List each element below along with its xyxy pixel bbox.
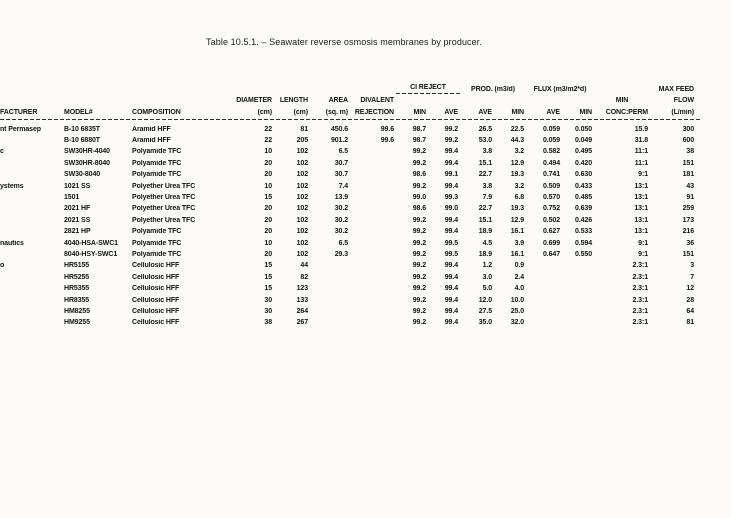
cell-len: 205 [296, 137, 308, 145]
cell-dia: 20 [264, 216, 272, 224]
cell-conc: 2.3:1 [632, 307, 648, 315]
cell-model: B-10 6880T [64, 137, 100, 145]
cell-flux_ave: 0.059 [542, 125, 560, 133]
cell-conc: 13:1 [634, 194, 648, 202]
cell-prod_min: 25.0 [510, 307, 524, 315]
header-length-units: (cm) [293, 109, 308, 117]
cell-ci_ave: 99.5 [444, 239, 458, 247]
cell-area: 6.5 [338, 239, 348, 247]
cell-model: 4040-HSA-SWC1 [64, 239, 118, 247]
cell-area: 30.7 [334, 171, 348, 179]
cell-comp: Polyamide TFC [132, 239, 182, 247]
cell-ci_ave: 99.3 [444, 194, 458, 202]
header-row-bottom [0, 105, 700, 117]
cell-prod_min: 44.3 [510, 137, 524, 145]
table-row [0, 281, 700, 292]
cell-flux_min: 0.630 [574, 171, 592, 179]
header-conc-perm: CONC:PERM [605, 109, 648, 117]
cell-flux_ave: 0.059 [542, 137, 560, 145]
cell-ci_min: 99.2 [412, 296, 426, 304]
cell-area: 7.4 [338, 182, 348, 190]
cell-mfr: ystems [0, 182, 24, 190]
cell-ci_min: 99.2 [412, 273, 426, 281]
header-min-conc-top: MIN [615, 97, 629, 105]
cell-prod_min: 3.2 [514, 148, 524, 156]
cell-flux_ave: 0.502 [542, 216, 560, 224]
cell-len: 102 [296, 205, 308, 213]
header-diameter-units: (cm) [257, 109, 272, 117]
header-manufacturer: FACTURER [0, 109, 38, 117]
header-flow: FLOW [673, 97, 694, 105]
cell-mfr: nt Permasep [0, 125, 41, 133]
cell-prod_ave: 3.0 [482, 273, 492, 281]
header-flux-min: MIN [579, 109, 592, 117]
cell-comp: Cellulosic HFF [132, 262, 180, 270]
header-ci-ave: AVE [444, 109, 458, 117]
cell-prod_min: 3.2 [514, 182, 524, 190]
cell-area: 450.6 [330, 125, 348, 133]
cell-prod_min: 32.0 [510, 319, 524, 327]
cell-len: 102 [296, 171, 308, 179]
cell-flow: 81 [686, 319, 694, 327]
header-row-mid [0, 94, 700, 105]
cell-conc: 9:1 [638, 171, 648, 179]
header-prod-min: MIN [511, 109, 524, 117]
cell-divrej: 99.6 [380, 125, 394, 133]
cell-ci_min: 98.6 [412, 205, 426, 213]
cell-area: 901.2 [330, 137, 348, 145]
cell-conc: 2.3:1 [632, 296, 648, 304]
cell-prod_min: 22.5 [510, 125, 524, 133]
cell-len: 102 [296, 194, 308, 202]
cell-prod_ave: 18.9 [478, 228, 492, 236]
cell-prod_ave: 4.5 [482, 239, 492, 247]
cell-ci_min: 99.2 [412, 239, 426, 247]
cell-flux_ave: 0.494 [542, 159, 560, 167]
cell-comp: Polyamide TFC [132, 171, 182, 179]
cell-dia: 15 [264, 262, 272, 270]
cell-comp: Polyether Urea TFC [132, 182, 196, 190]
header-max-feed: MAX FEED [658, 86, 694, 94]
table-row [0, 293, 700, 304]
cell-dia: 15 [264, 285, 272, 293]
cell-flow: 300 [682, 125, 694, 133]
header-area-units: (sq. m) [325, 109, 348, 117]
cell-ci_ave: 99.4 [444, 159, 458, 167]
cell-len: 123 [296, 285, 308, 293]
cell-ci_min: 99.2 [412, 251, 426, 258]
header-diameter: DIAMETER [236, 97, 272, 105]
cell-len: 102 [296, 159, 308, 167]
cell-len: 102 [296, 239, 308, 247]
cell-comp: Polyether Urea TFC [132, 205, 196, 213]
header-prod-group: PROD. (m3/d) [471, 86, 515, 94]
cell-ci_ave: 99.0 [444, 205, 458, 213]
cell-comp: Aramid HFF [132, 125, 171, 133]
cell-prod_ave: 27.5 [478, 307, 492, 315]
cell-ci_min: 99.0 [412, 194, 426, 202]
cell-comp: Cellulosic HFF [132, 285, 180, 293]
cell-mfr: o [0, 262, 5, 270]
cell-mfr: nautics [0, 239, 24, 247]
cell-prod_min: 2.4 [514, 273, 524, 281]
cell-prod_min: 19.3 [510, 171, 524, 179]
cell-comp: Polyamide TFC [132, 148, 182, 156]
cell-prod_min: 19.3 [510, 205, 524, 213]
header-prod-ave: AVE [478, 109, 492, 117]
cell-flow: 28 [686, 296, 694, 304]
cell-prod_ave: 26.5 [478, 125, 492, 133]
header-flux-ave: AVE [546, 109, 560, 117]
cell-ci_ave: 99.4 [444, 319, 458, 327]
cell-ci_min: 98.7 [412, 137, 426, 145]
table-row [0, 145, 700, 156]
cell-area: 13.9 [334, 194, 348, 202]
cell-flow: 3 [690, 262, 694, 270]
cell-prod_ave: 5.0 [482, 285, 492, 293]
header-rejection: REJECTION [354, 109, 394, 117]
cell-model: B-10 6835T [64, 125, 100, 133]
cell-len: 81 [300, 125, 308, 133]
cell-ci_min: 98.6 [412, 171, 426, 179]
cell-flux_ave: 0.509 [542, 182, 560, 190]
table-row [0, 270, 700, 281]
cell-prod_ave: 18.9 [478, 251, 492, 258]
cell-prod_ave: 53.0 [478, 137, 492, 145]
cell-flux_min: 0.050 [574, 125, 592, 133]
header-length: LENGTH [279, 97, 308, 105]
table-body [0, 122, 700, 327]
cell-conc: 11:1 [634, 159, 648, 167]
cell-flux_min: 0.594 [574, 239, 592, 247]
cell-flow: 64 [686, 307, 694, 315]
cell-model: HR5255 [64, 273, 90, 281]
cell-comp: Polyether Urea TFC [132, 194, 196, 202]
cell-ci_min: 99.2 [412, 262, 426, 270]
cell-ci_ave: 99.4 [444, 296, 458, 304]
cell-ci_ave: 99.4 [444, 262, 458, 270]
cell-prod_min: 10.0 [510, 296, 524, 304]
cell-ci_ave: 99.2 [444, 137, 458, 145]
cell-flow: 216 [682, 228, 694, 236]
cell-ci_ave: 99.4 [444, 307, 458, 315]
cell-model: HR5355 [64, 285, 90, 293]
cell-prod_ave: 22.7 [478, 205, 492, 213]
cell-ci_min: 99.2 [412, 216, 426, 224]
cell-conc: 9:1 [638, 239, 648, 247]
table-row [0, 213, 700, 224]
cell-conc: 2.3:1 [632, 285, 648, 293]
cell-len: 264 [296, 307, 308, 315]
cell-flow: 181 [682, 171, 694, 179]
table-row [0, 304, 700, 315]
header-row-groups [0, 83, 700, 94]
cell-ci_ave: 99.4 [444, 148, 458, 156]
cell-conc: 13:1 [634, 216, 648, 224]
cell-ci_ave: 99.4 [444, 285, 458, 293]
table-row [0, 156, 700, 167]
cell-comp: Cellulosic HFF [132, 296, 180, 304]
cell-area: 29.3 [334, 251, 348, 258]
cell-model: 8040-HSY-SWC1 [64, 251, 118, 258]
cell-flux_ave: 0.699 [542, 239, 560, 247]
cell-len: 82 [300, 273, 308, 281]
cell-prod_ave: 15.1 [478, 159, 492, 167]
cell-model: SW30-8040 [64, 171, 101, 179]
cell-dia: 20 [264, 228, 272, 236]
table-row [0, 122, 700, 133]
table-row [0, 179, 700, 190]
cell-conc: 31.8 [634, 137, 648, 145]
cell-prod_min: 3.9 [514, 239, 524, 247]
cell-ci_min: 99.2 [412, 148, 426, 156]
cell-prod_ave: 35.0 [478, 319, 492, 327]
cell-flux_min: 0.533 [574, 228, 592, 236]
cell-prod_ave: 12.0 [478, 296, 492, 304]
cell-model: 2021 HF [64, 205, 91, 213]
cell-flow: 259 [682, 205, 694, 213]
cell-len: 102 [296, 228, 308, 236]
cell-ci_ave: 99.4 [444, 228, 458, 236]
cell-dia: 30 [264, 296, 272, 304]
cell-ci_min: 99.2 [412, 159, 426, 167]
cell-flow: 151 [682, 251, 694, 258]
cell-ci_ave: 99.4 [444, 182, 458, 190]
header-ci-reject-group: CI REJECT [396, 84, 460, 94]
cell-flow: 36 [686, 239, 694, 247]
cell-model: HM8255 [64, 307, 90, 315]
cell-ci_ave: 99.5 [444, 251, 458, 258]
cell-prod_ave: 3.8 [482, 148, 492, 156]
cell-comp: Cellulosic HFF [132, 319, 180, 327]
cell-ci_min: 99.2 [412, 285, 426, 293]
cell-flow: 173 [682, 216, 694, 224]
cell-prod_min: 16.1 [510, 251, 524, 258]
cell-dia: 15 [264, 273, 272, 281]
cell-dia: 20 [264, 159, 272, 167]
cell-conc: 13:1 [634, 182, 648, 190]
cell-flow: 151 [682, 159, 694, 167]
cell-flux_ave: 0.752 [542, 205, 560, 213]
cell-flux_min: 0.485 [574, 194, 592, 202]
header-composition: COMPOSITION [132, 109, 181, 117]
cell-len: 102 [296, 182, 308, 190]
cell-area: 30.2 [334, 205, 348, 213]
cell-area: 30.2 [334, 216, 348, 224]
cell-conc: 13:1 [634, 205, 648, 213]
cell-divrej: 99.6 [380, 137, 394, 145]
cell-model: 1501 [64, 194, 80, 202]
cell-model: 2021 SS [64, 216, 91, 224]
cell-len: 102 [296, 251, 308, 258]
cell-ci_min: 99.2 [412, 319, 426, 327]
cell-ci_ave: 99.1 [444, 171, 458, 179]
cell-flow: 600 [682, 137, 694, 145]
cell-flow: 43 [686, 182, 694, 190]
cell-area: 30.7 [334, 159, 348, 167]
header-divalent: DIVALENT [360, 97, 394, 105]
cell-ci_ave: 99.4 [444, 273, 458, 281]
cell-dia: 20 [264, 251, 272, 258]
cell-comp: Polyamide TFC [132, 228, 182, 236]
cell-ci_min: 99.2 [412, 307, 426, 315]
cell-ci_min: 98.7 [412, 125, 426, 133]
table-row [0, 247, 700, 258]
cell-model: SW30HR-4040 [64, 148, 110, 156]
cell-flow: 91 [686, 194, 694, 202]
cell-area: 30.2 [334, 228, 348, 236]
cell-model: HR5155 [64, 262, 90, 270]
cell-flux_ave: 0.741 [542, 171, 560, 179]
cell-prod_min: 6.8 [514, 194, 524, 202]
cell-model: 1021 SS [64, 182, 91, 190]
cell-conc: 2.3:1 [632, 319, 648, 327]
table-row [0, 225, 700, 236]
cell-conc: 15.9 [634, 125, 648, 133]
cell-dia: 22 [264, 125, 272, 133]
cell-dia: 30 [264, 307, 272, 315]
cell-comp: Polyamide TFC [132, 159, 182, 167]
header-model: MODEL# [64, 109, 93, 117]
cell-dia: 20 [264, 171, 272, 179]
cell-prod_ave: 3.8 [482, 182, 492, 190]
table-row [0, 259, 700, 270]
cell-dia: 22 [264, 137, 272, 145]
cell-len: 102 [296, 148, 308, 156]
cell-comp: Polyether Urea TFC [132, 216, 196, 224]
cell-mfr: c [0, 148, 4, 156]
table-row [0, 316, 700, 327]
cell-dia: 20 [264, 205, 272, 213]
cell-dia: 10 [264, 182, 272, 190]
cell-dia: 15 [264, 194, 272, 202]
cell-prod_min: 12.9 [510, 216, 524, 224]
cell-flux_min: 0.639 [574, 205, 592, 213]
cell-area: 6.5 [338, 148, 348, 156]
cell-flux_ave: 0.647 [542, 251, 560, 258]
cell-flux_ave: 0.582 [542, 148, 560, 156]
cell-len: 267 [296, 319, 308, 327]
table-row [0, 133, 700, 144]
cell-len: 133 [296, 296, 308, 304]
cell-prod_min: 16.1 [510, 228, 524, 236]
cell-flow: 38 [686, 148, 694, 156]
table-row [0, 168, 700, 179]
cell-dia: 10 [264, 239, 272, 247]
cell-ci_min: 99.2 [412, 228, 426, 236]
cell-ci_ave: 99.2 [444, 125, 458, 133]
header-area: AREA [328, 97, 348, 105]
cell-prod_min: 12.9 [510, 159, 524, 167]
cell-flux_min: 0.433 [574, 182, 592, 190]
header-flux-group: FLUX (m3/m2*d) [533, 86, 587, 94]
cell-comp: Polyamide TFC [132, 251, 182, 258]
cell-conc: 2.3:1 [632, 262, 648, 270]
cell-flux_ave: 0.627 [542, 228, 560, 236]
cell-comp: Aramid HFF [132, 137, 171, 145]
cell-dia: 38 [264, 319, 272, 327]
cell-flux_min: 0.426 [574, 216, 592, 224]
cell-prod_ave: 1.2 [482, 262, 492, 270]
header-flow-units: (L/min) [671, 109, 694, 117]
cell-prod_ave: 15.1 [478, 216, 492, 224]
cell-flux_ave: 0.570 [542, 194, 560, 202]
cell-ci_min: 99.2 [412, 182, 426, 190]
header-ci-min: MIN [413, 109, 426, 117]
cell-conc: 13:1 [634, 228, 648, 236]
cell-flux_min: 0.049 [574, 137, 592, 145]
table-row [0, 202, 700, 213]
cell-conc: 11:1 [634, 148, 648, 156]
table-title: Table 10.5.1. – Seawater reverse osmosis membranes by producer. [206, 37, 482, 47]
cell-prod_min: 4.0 [514, 285, 524, 293]
cell-comp: Cellulosic HFF [132, 273, 180, 281]
cell-conc: 2.3:1 [632, 273, 648, 281]
cell-flux_min: 0.420 [574, 159, 592, 167]
cell-model: HR8355 [64, 296, 90, 304]
cell-len: 102 [296, 216, 308, 224]
cell-dia: 10 [264, 148, 272, 156]
cell-ci_ave: 99.4 [444, 216, 458, 224]
table-row [0, 190, 700, 201]
cell-model: 2821 HP [64, 228, 91, 236]
cell-prod_ave: 22.7 [478, 171, 492, 179]
cell-prod_min: 0.9 [514, 262, 524, 270]
cell-flow: 7 [690, 273, 694, 281]
cell-flux_min: 0.550 [574, 251, 592, 258]
data-table [0, 83, 700, 327]
cell-flow: 12 [686, 285, 694, 293]
cell-len: 44 [300, 262, 308, 270]
table-row [0, 236, 700, 247]
cell-conc: 9:1 [638, 251, 648, 258]
cell-comp: Cellulosic HFF [132, 307, 180, 315]
cell-model: HM9255 [64, 319, 90, 327]
cell-model: SW30HR-8040 [64, 159, 110, 167]
cell-flux_min: 0.495 [574, 148, 592, 156]
cell-prod_ave: 7.9 [482, 194, 492, 202]
